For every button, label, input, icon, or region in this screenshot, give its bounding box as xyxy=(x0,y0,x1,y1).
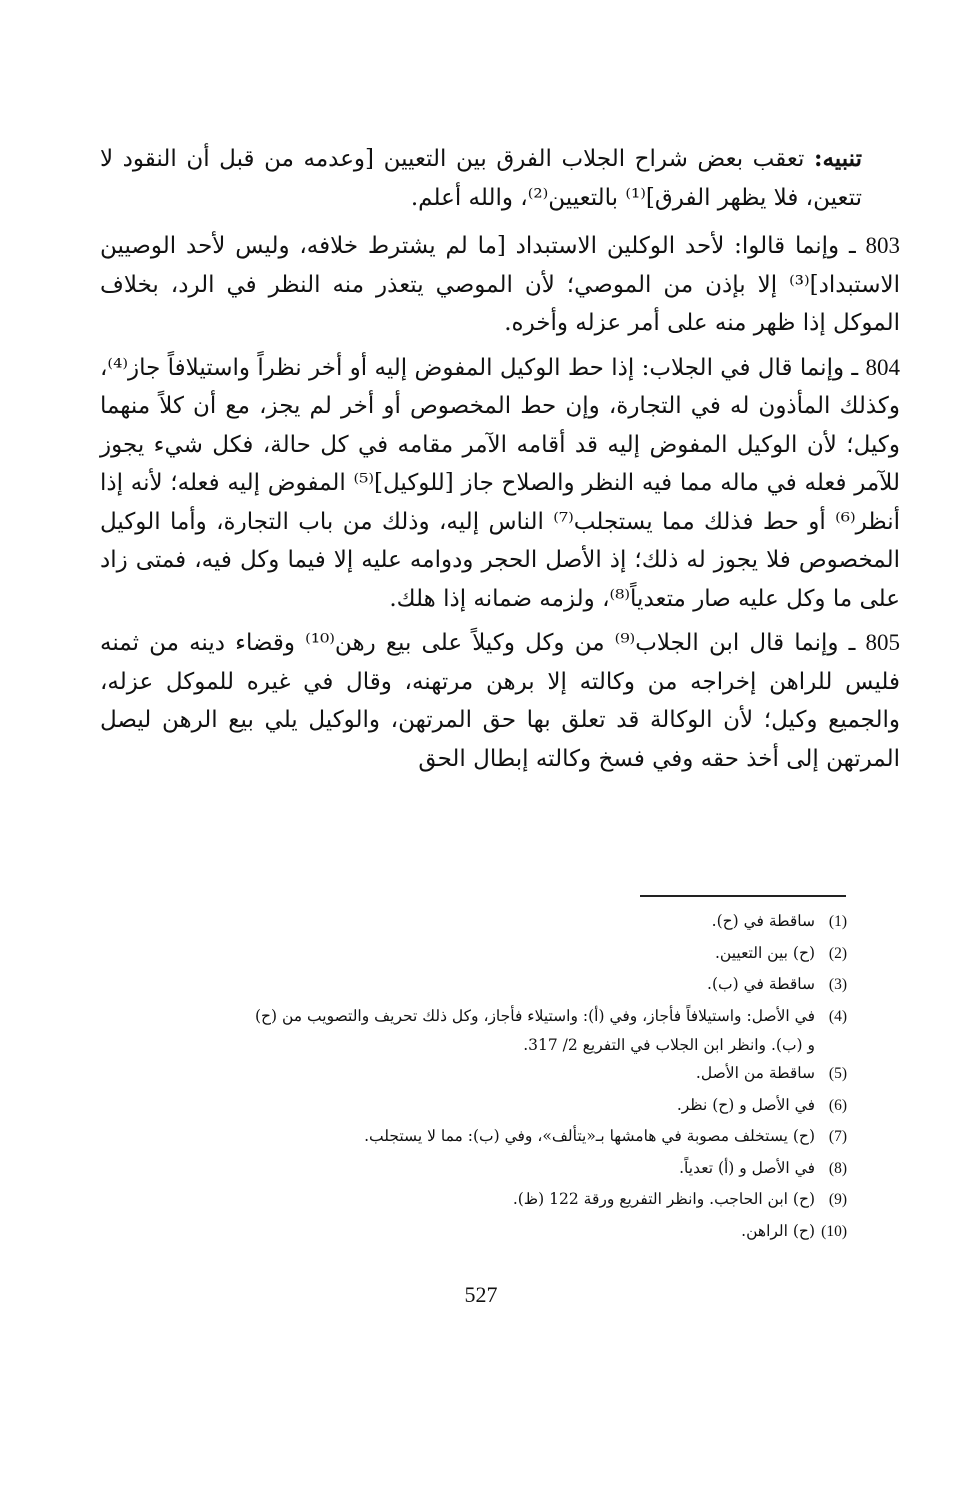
footnote-number: (1) xyxy=(828,913,847,930)
footnote-text: (ح) ابن الحاجب. وانظر التفريع ورقة 122 (ظ). xyxy=(512,1190,815,1208)
footnote xyxy=(87,1001,847,1059)
footnote-continuation: و (ب). وانظر ابن الجلاب في التفريع 2/ 317. xyxy=(523,1036,815,1054)
footnote xyxy=(87,1090,847,1122)
footnote xyxy=(87,906,847,938)
paragraph-number: 804 xyxy=(865,354,900,380)
paragraph-text: ـ وإنما قال في الجلاب: إذا حط الوكيل المفوض إليه أو أخر نظراً واستيلافاً جاز⁽⁴⁾، وكذلك المأذون له في التجارة، وإن حط المخصوص أو أخر لم يجز، مع أن كلاً منهما وكيل؛ لأن الوكيل المفوض إليه قد أقامه الآمر مقامه في كل حالة، فكل شيء يجوز للآمر فعله في ماله مما فيه النظر والصلاح جاز [للوكيل]⁽⁵⁾ المفوض إليه فعله؛ لأنه إذا أنظر⁽⁶⁾ أو حط فذلك مما يستجلب⁽⁷⁾ الناس إليه، وذلك من باب التجارة، وأما الوكيل المخصوص فلا يجوز له ذلك؛ إذ الأصل الحجر ودوامه عليه إلا فيما وكل فيه، فمتى زاد على ما وكل عليه صار متعدياً⁽⁸⁾، ولزمه ضمانه إذا هلك. xyxy=(100,354,900,612)
footnote xyxy=(87,1058,847,1090)
note-paragraph xyxy=(100,140,862,217)
footnote-text: ساقطة في (ح). xyxy=(711,912,815,930)
footnote xyxy=(87,1121,847,1153)
footnote-number: (9) xyxy=(828,1191,847,1208)
footnote-text: ساقطة في (ب). xyxy=(707,975,815,993)
footnote-divider xyxy=(640,895,846,897)
footnote-text: (ح) يستخلف مصوبة في هامشها بـ«يتألف»، وفي (ب): مما لا يستجلب. xyxy=(364,1127,815,1145)
footnotes xyxy=(87,906,847,1247)
paragraph-805 xyxy=(100,624,900,778)
footnote-text: (ح) الراهن. xyxy=(741,1221,815,1240)
footnote-text: في الأصل و (ح) نظر. xyxy=(676,1095,815,1114)
paragraph-804 xyxy=(100,349,900,619)
paragraph-number: 803 xyxy=(865,233,900,258)
footnote xyxy=(87,1153,847,1185)
paragraph-text: ـ وإنما قال ابن الجلاب⁽⁹⁾ من وكل وكيلاً على بيع رهن⁽¹⁰⁾ وقضاء دينه من ثمنه فليس للراهن إخراجه من وكالته إلا برهن مرتهنه، وقال في غيره للموكل عزله، والجميع وكيل؛ لأن الوكالة قد تعلق بها حق المرتهن، والوكيل يلي بيع الرهن ليصل المرتهن إلى أخذ حقه وفي فسخ وكالته إبطال الحق xyxy=(100,630,900,772)
footnote-number: (10) xyxy=(821,1222,847,1240)
footnote xyxy=(87,1184,847,1216)
footnote xyxy=(87,969,847,1001)
footnote-text: في الأصل: واستيلافاً فأجاز، وفي (أ): واستيلاء فأجاز، وكل ذلك تحريف والتصويب من (ح) xyxy=(254,1006,815,1025)
footnote-number: (6) xyxy=(828,1096,847,1114)
paragraph-803 xyxy=(100,227,900,343)
footnote-number: (8) xyxy=(828,1159,847,1177)
footnote-text: في الأصل و (أ) تعدياً. xyxy=(679,1158,815,1177)
footnote xyxy=(87,1216,847,1248)
footnote-number: (2) xyxy=(828,944,847,962)
page-number: 527 xyxy=(464,1282,498,1307)
paragraph-number: 805 xyxy=(865,630,901,655)
footnote-number: (7) xyxy=(828,1128,847,1145)
footnote-number: (4) xyxy=(828,1007,847,1025)
note-text: تعقب بعض شراح الجلاب الفرق بين التعيين [وعدمه من قبل أن النقود لا تتعين، فلا يظهر الفرق]⁽¹⁾ بالتعيين⁽²⁾، والله أعلم. xyxy=(100,146,862,211)
footnote xyxy=(87,938,847,970)
main-text xyxy=(100,140,901,778)
paragraph-text: ـ وإنما قالوا: لأحد الوكلين الاستبداد [ما لم يشترط خلافه، وليس لأحد الوصيين الاستبداد]⁽³⁾ إلا بإذن من الموصي؛ لأن الموصي يتعذر منه النظر في الرد، بخلاف الموكل إذا ظهر منه على أمر عزله وأخره. xyxy=(100,233,900,336)
footnote-text: (ح) بين التعيين. xyxy=(714,943,815,962)
footnote-number: (5) xyxy=(828,1065,847,1082)
footnote-number: (3) xyxy=(828,976,847,993)
footnote-text: ساقطة من الأصل. xyxy=(695,1064,815,1082)
note-lead: تنبيه: xyxy=(813,145,862,172)
